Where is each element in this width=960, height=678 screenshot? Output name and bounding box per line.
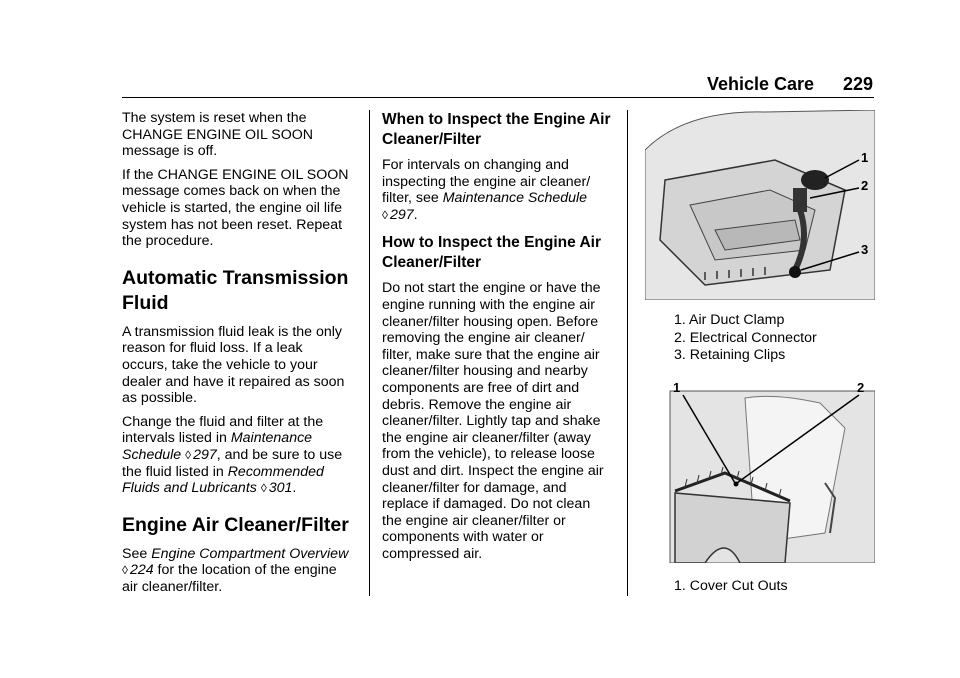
heading-automatic-transmission-fluid: Automatic Transmission Fluid bbox=[122, 266, 349, 314]
callout-3: 3 bbox=[861, 242, 869, 257]
header-rule bbox=[122, 97, 874, 98]
message-paragraph: If the CHANGE ENGINE OIL SOON message comes back on when the vehicle is started, the engine oil life system has not been reset. Repeat the procedure. bbox=[122, 166, 349, 250]
inspect-procedure-paragraph: Do not start the engine or have the engine running with the engine air cleaner/filter housing open. Before removing the engine air cleaner/ filter, make sure that the engine air cleaner/filter housing and nearby components are free of dirt and debris. Remove the engine air cleaner/filter. Lightly tap and shake the engine air cleaner/filter (away from the vehicle), to release loose dust and dirt. Inspect the engine air cleaner/filter for damage, and replace if damaged. Do not clean the engine air cleaner/filter or components with water or compressed air. bbox=[382, 280, 604, 562]
figure2-legend bbox=[674, 578, 788, 596]
page-ref-icon: ◊ bbox=[185, 447, 192, 462]
intervals-paragraph: For intervals on changing and inspecting the engine air cleaner/ filter, see Maintenance Schedule ◊ 297. bbox=[382, 157, 591, 223]
schedule-link[interactable]: Schedule bbox=[122, 446, 182, 463]
page-ref-297[interactable]: 297 bbox=[389, 206, 414, 223]
section-name: Vehicle Care bbox=[707, 74, 815, 94]
callout-2: 2 bbox=[857, 380, 865, 395]
heading-when-to-inspect: When to Inspect the Engine Air Cleaner/Filter bbox=[382, 111, 611, 148]
page-ref-301[interactable]: 301 bbox=[268, 480, 293, 497]
callout-1: 1 bbox=[673, 380, 681, 395]
change-fluid-paragraph: Change the fluid and filter at the intervals listed in Maintenance Schedule ◊ 297, and be sure to use the fluid listed in Recommended Fluids and Lubricants ◊ 301. bbox=[122, 413, 343, 497]
column-left bbox=[122, 110, 360, 602]
maintenance-link[interactable]: Maintenance bbox=[230, 430, 313, 447]
page-ref-224[interactable]: 224 bbox=[129, 562, 154, 579]
reset-paragraph: The system is reset when the CHANGE ENGINE OIL SOON message is off. bbox=[122, 110, 314, 160]
page-ref-297[interactable]: 297 bbox=[193, 446, 217, 463]
legend-item: 2. Electrical Connector bbox=[674, 329, 817, 346]
engine-compartment-link[interactable]: Engine Compartment Overview bbox=[151, 545, 349, 562]
callout-2: 2 bbox=[861, 178, 869, 193]
callout-1: 1 bbox=[861, 150, 869, 165]
page-number: 229 bbox=[843, 74, 874, 94]
see-paragraph: See Engine Compartment Overview ◊ 224 for the location of the engine air cleaner/filter. bbox=[122, 545, 349, 595]
figure1-legend bbox=[674, 312, 817, 365]
filter-cover-drawing bbox=[645, 383, 875, 563]
page-ref-icon: ◊ bbox=[122, 563, 128, 578]
filter-cover-illustration bbox=[645, 380, 875, 563]
leak-paragraph: A transmission fluid leak is the only reason for fluid loss. If a leak occurs, take the vehicle to your dealer and have it repaired as soon as possible. bbox=[122, 323, 345, 407]
maintenance-schedule-link[interactable]: Maintenance Schedule bbox=[442, 190, 588, 207]
page-ref-icon: ◊ bbox=[260, 481, 267, 496]
legend-item: 1. Cover Cut Outs bbox=[674, 578, 788, 594]
legend-item: 1. Air Duct Clamp bbox=[674, 312, 785, 328]
page-ref-icon: ◊ bbox=[382, 207, 388, 222]
column-divider bbox=[627, 110, 628, 596]
heading-how-to-inspect: How to Inspect the Engine Air Cleaner/Filter bbox=[382, 234, 602, 272]
column-divider bbox=[369, 110, 370, 596]
fluids-lubricants-link[interactable]: Fluids and Lubricants bbox=[122, 480, 257, 497]
column-middle bbox=[382, 110, 620, 569]
recommended-link[interactable]: Recommended bbox=[227, 463, 324, 480]
engine-air-cleaner-illustration bbox=[645, 110, 875, 300]
page-header bbox=[0, 74, 960, 98]
heading-engine-air-cleaner: Engine Air Cleaner/Filter bbox=[122, 513, 349, 536]
legend-item: 3. Retaining Clips bbox=[674, 347, 786, 364]
engine-air-cleaner-drawing bbox=[645, 110, 875, 300]
